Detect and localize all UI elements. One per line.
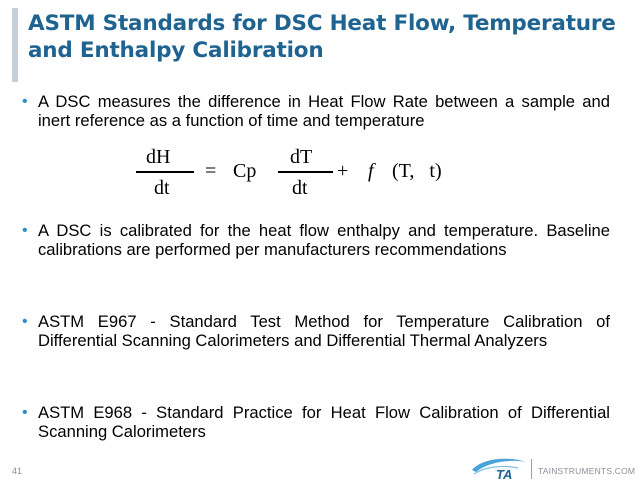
bullet-dot: • — [22, 404, 28, 421]
slide-title-line-2: and Enthalpy Calibration — [28, 38, 324, 63]
eq-dT: dT — [290, 146, 313, 168]
bullet-dot: • — [22, 93, 28, 110]
slide-title — [28, 10, 628, 64]
eq-dh: dH — [146, 146, 171, 168]
bullet-dot: • — [22, 313, 28, 330]
eq-plus: + — [337, 160, 349, 182]
slide-title-line-1: ASTM Standards for DSC Heat Flow, Temperature — [28, 11, 616, 36]
eq-fraction-bar-1 — [136, 171, 194, 173]
ta-instruments-logo — [468, 456, 530, 482]
bullet-text: ASTM E968 - Standard Practice for Heat Flow Calibration of Differential Scanning Calorimeters — [38, 403, 610, 442]
footer-divider — [531, 459, 532, 479]
eq-dt-1: dt — [154, 177, 170, 199]
bullet-dot: • — [22, 222, 28, 239]
bullet-text: A DSC is calibrated for the heat flow enthalpy and temperature. Baseline calibrations are performed per manufacturers recommendations — [38, 221, 610, 260]
bullet-text: ASTM E967 - Standard Test Method for Temperature Calibration of Differential Scanning Calorimeters and Differential Thermal Analyzers — [38, 312, 610, 351]
bullet-item-2 — [22, 221, 610, 259]
eq-fraction-bar-2 — [278, 171, 333, 173]
title-accent-bar — [12, 8, 18, 82]
eq-cp: Cp — [233, 160, 257, 182]
bullet-item-3 — [22, 312, 610, 350]
eq-dt-2: dt — [292, 177, 308, 199]
bullet-item-4 — [22, 403, 610, 441]
eq-args: (T, t) — [392, 160, 442, 182]
footer-url[interactable]: TAINSTRUMENTS.COM — [538, 466, 636, 476]
heat-flow-equation — [0, 142, 638, 202]
eq-f: f — [368, 160, 374, 182]
eq-equals: = — [205, 160, 217, 182]
bullet-text: A DSC measures the difference in Heat Flow Rate between a sample and inert reference as a function of time and temperature — [38, 92, 610, 131]
bullet-item-1 — [22, 92, 610, 130]
page-number: 41 — [12, 466, 23, 476]
logo-text: TA — [496, 467, 513, 482]
